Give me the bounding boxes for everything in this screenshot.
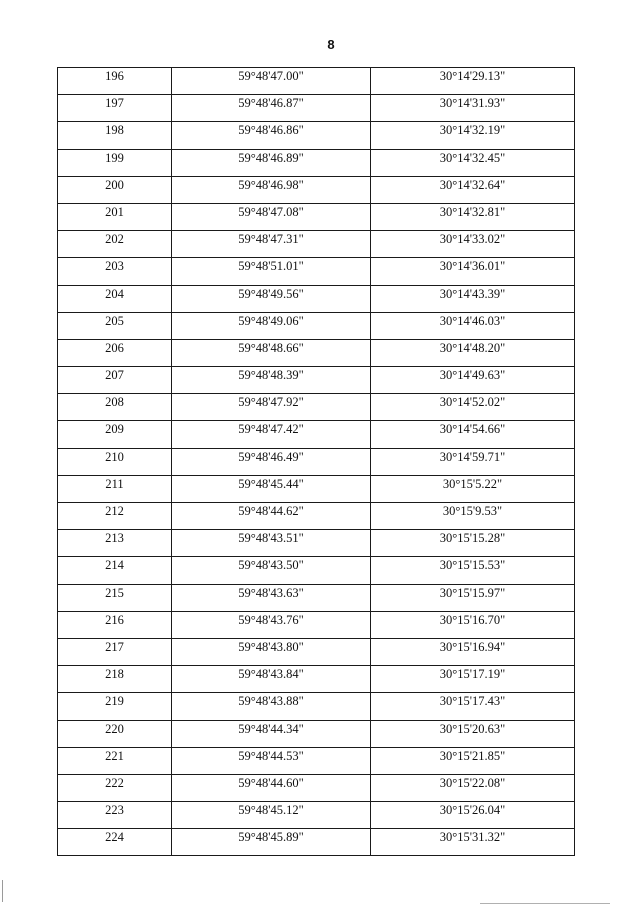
- table-row: [58, 448, 575, 475]
- point-number-cell: 214: [58, 557, 172, 584]
- longitude-cell: 30°15'15.97": [371, 584, 575, 611]
- table-row: [58, 693, 575, 720]
- latitude-cell: 59°48'47.92": [172, 394, 371, 421]
- longitude-cell: 30°14'48.20": [371, 339, 575, 366]
- latitude-cell: 59°48'48.66": [172, 339, 371, 366]
- point-number-cell: 209: [58, 421, 172, 448]
- longitude-cell: 30°14'54.66": [371, 421, 575, 448]
- table-row: [58, 611, 575, 638]
- table-row: [58, 258, 575, 285]
- point-number-cell: 217: [58, 638, 172, 665]
- longitude-cell: 30°15'5.22": [371, 475, 575, 502]
- latitude-cell: 59°48'43.88": [172, 693, 371, 720]
- point-number-cell: 221: [58, 747, 172, 774]
- point-number-cell: 206: [58, 339, 172, 366]
- longitude-cell: 30°15'16.70": [371, 611, 575, 638]
- point-number-cell: 202: [58, 231, 172, 258]
- point-number-cell: 207: [58, 367, 172, 394]
- point-number-cell: 196: [58, 68, 172, 95]
- point-number-cell: 198: [58, 122, 172, 149]
- coordinates-table-body: [58, 68, 575, 856]
- table-row: [58, 475, 575, 502]
- page-number: 8: [327, 37, 335, 52]
- table-row: [58, 176, 575, 203]
- point-number-cell: 205: [58, 312, 172, 339]
- longitude-cell: 30°15'31.32": [371, 829, 575, 856]
- table-row: [58, 774, 575, 801]
- point-number-cell: 211: [58, 475, 172, 502]
- latitude-cell: 59°48'46.98": [172, 176, 371, 203]
- point-number-cell: 218: [58, 666, 172, 693]
- longitude-cell: 30°15'21.85": [371, 747, 575, 774]
- table-row: [58, 285, 575, 312]
- point-number-cell: 216: [58, 611, 172, 638]
- longitude-cell: 30°15'20.63": [371, 720, 575, 747]
- coordinates-table: [57, 67, 575, 856]
- table-row: [58, 503, 575, 530]
- table-row: [58, 312, 575, 339]
- point-number-cell: 222: [58, 774, 172, 801]
- table-row: [58, 122, 575, 149]
- table-row: [58, 149, 575, 176]
- point-number-cell: 204: [58, 285, 172, 312]
- longitude-cell: 30°14'59.71": [371, 448, 575, 475]
- longitude-cell: 30°15'26.04": [371, 802, 575, 829]
- point-number-cell: 212: [58, 503, 172, 530]
- latitude-cell: 59°48'43.50": [172, 557, 371, 584]
- point-number-cell: 200: [58, 176, 172, 203]
- latitude-cell: 59°48'48.39": [172, 367, 371, 394]
- point-number-cell: 208: [58, 394, 172, 421]
- point-number-cell: 224: [58, 829, 172, 856]
- point-number-cell: 213: [58, 530, 172, 557]
- longitude-cell: 30°15'17.19": [371, 666, 575, 693]
- longitude-cell: 30°14'32.45": [371, 149, 575, 176]
- latitude-cell: 59°48'44.53": [172, 747, 371, 774]
- table-row: [58, 394, 575, 421]
- latitude-cell: 59°48'43.80": [172, 638, 371, 665]
- longitude-cell: 30°14'29.13": [371, 68, 575, 95]
- latitude-cell: 59°48'44.60": [172, 774, 371, 801]
- point-number-cell: 215: [58, 584, 172, 611]
- longitude-cell: 30°15'22.08": [371, 774, 575, 801]
- longitude-cell: 30°14'36.01": [371, 258, 575, 285]
- latitude-cell: 59°48'44.34": [172, 720, 371, 747]
- scan-artifact-line: [480, 903, 610, 904]
- latitude-cell: 59°48'45.12": [172, 802, 371, 829]
- point-number-cell: 223: [58, 802, 172, 829]
- latitude-cell: 59°48'47.31": [172, 231, 371, 258]
- latitude-cell: 59°48'46.49": [172, 448, 371, 475]
- table-row: [58, 68, 575, 95]
- latitude-cell: 59°48'45.44": [172, 475, 371, 502]
- longitude-cell: 30°14'33.02": [371, 231, 575, 258]
- longitude-cell: 30°14'52.02": [371, 394, 575, 421]
- table-row: [58, 638, 575, 665]
- latitude-cell: 59°48'43.63": [172, 584, 371, 611]
- longitude-cell: 30°14'32.81": [371, 203, 575, 230]
- table-row: [58, 339, 575, 366]
- latitude-cell: 59°48'51.01": [172, 258, 371, 285]
- point-number-cell: 201: [58, 203, 172, 230]
- longitude-cell: 30°15'9.53": [371, 503, 575, 530]
- longitude-cell: 30°14'49.63": [371, 367, 575, 394]
- point-number-cell: 220: [58, 720, 172, 747]
- longitude-cell: 30°14'31.93": [371, 95, 575, 122]
- longitude-cell: 30°14'43.39": [371, 285, 575, 312]
- latitude-cell: 59°48'46.86": [172, 122, 371, 149]
- longitude-cell: 30°15'15.53": [371, 557, 575, 584]
- latitude-cell: 59°48'46.89": [172, 149, 371, 176]
- point-number-cell: 203: [58, 258, 172, 285]
- latitude-cell: 59°48'47.00": [172, 68, 371, 95]
- scan-artifact-mark: [2, 880, 3, 902]
- table-row: [58, 530, 575, 557]
- point-number-cell: 199: [58, 149, 172, 176]
- latitude-cell: 59°48'43.84": [172, 666, 371, 693]
- table-row: [58, 666, 575, 693]
- longitude-cell: 30°14'46.03": [371, 312, 575, 339]
- latitude-cell: 59°48'47.42": [172, 421, 371, 448]
- table-row: [58, 720, 575, 747]
- table-row: [58, 584, 575, 611]
- latitude-cell: 59°48'43.76": [172, 611, 371, 638]
- latitude-cell: 59°48'49.56": [172, 285, 371, 312]
- point-number-cell: 219: [58, 693, 172, 720]
- table-row: [58, 95, 575, 122]
- table-row: [58, 802, 575, 829]
- longitude-cell: 30°15'15.28": [371, 530, 575, 557]
- table-row: [58, 421, 575, 448]
- latitude-cell: 59°48'45.89": [172, 829, 371, 856]
- longitude-cell: 30°14'32.64": [371, 176, 575, 203]
- table-row: [58, 367, 575, 394]
- latitude-cell: 59°48'49.06": [172, 312, 371, 339]
- table-row: [58, 557, 575, 584]
- latitude-cell: 59°48'43.51": [172, 530, 371, 557]
- longitude-cell: 30°15'16.94": [371, 638, 575, 665]
- table-row: [58, 231, 575, 258]
- point-number-cell: 210: [58, 448, 172, 475]
- longitude-cell: 30°14'32.19": [371, 122, 575, 149]
- latitude-cell: 59°48'47.08": [172, 203, 371, 230]
- table-row: [58, 829, 575, 856]
- latitude-cell: 59°48'44.62": [172, 503, 371, 530]
- longitude-cell: 30°15'17.43": [371, 693, 575, 720]
- table-row: [58, 203, 575, 230]
- point-number-cell: 197: [58, 95, 172, 122]
- latitude-cell: 59°48'46.87": [172, 95, 371, 122]
- table-row: [58, 747, 575, 774]
